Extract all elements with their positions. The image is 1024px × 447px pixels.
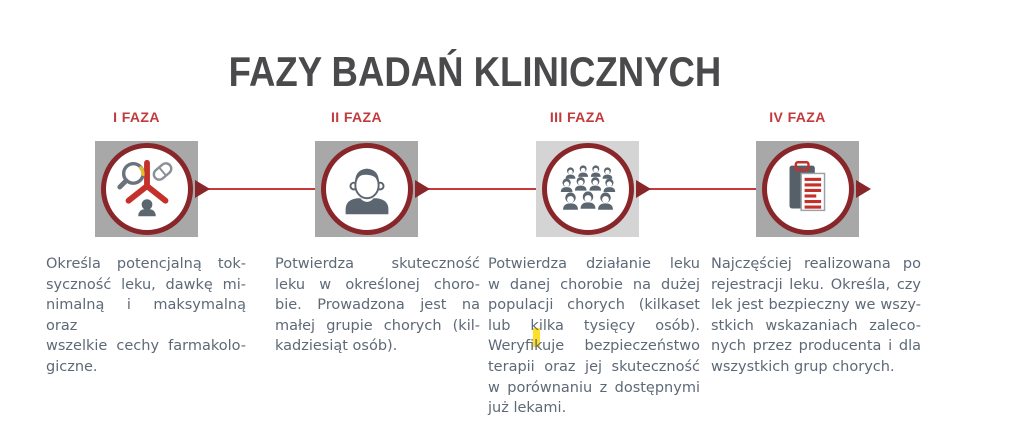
description-line: terapii oraz jej skuteczność <box>488 358 700 375</box>
arrow-right-icon <box>195 180 210 198</box>
phase-4-label: IV FAZA <box>769 109 826 125</box>
phase-2-description <box>275 254 480 357</box>
description-line: nych przez producenta i dla <box>711 338 921 355</box>
description-line: wszelkie cechy farmakolo- <box>46 338 246 355</box>
description-line: lub kilka tysięcy osób). <box>488 317 700 334</box>
description-line: lek jest bezpieczny we wszy- <box>711 297 921 314</box>
phase-1-description <box>46 254 246 378</box>
description-line: stkich wskazaniach zaleco- <box>711 317 921 334</box>
description-line: nimalną i maksymalną oraz <box>46 297 246 334</box>
page-title: FAZY BADAŃ KLINICZNYCH <box>228 48 722 96</box>
description-line: Określa potencjalną tok- <box>46 256 246 272</box>
arrow-right-icon <box>415 180 430 198</box>
connector-line <box>638 188 756 190</box>
phase-1-icon-tile <box>95 141 198 237</box>
phase-2-icon-tile <box>315 141 418 237</box>
phase-4-circle <box>762 143 854 235</box>
description-line: kadziesiąt osób). <box>275 338 398 355</box>
description-line: rejestracji leku. Określa, czy <box>711 276 921 293</box>
magnifier-pill-patient-icon <box>112 154 182 224</box>
connector-line <box>198 188 315 190</box>
description-line: syczność leku, dawkę mi- <box>46 276 246 293</box>
description-line: Weryfikuje bezpieczeństwo <box>488 338 700 355</box>
description-line: w danej chorobie na dużej <box>488 276 700 293</box>
description-line: już lekami. <box>488 400 567 417</box>
phase-4-description <box>711 254 921 378</box>
phase-2-label: II FAZA <box>330 109 383 125</box>
arrow-right-icon <box>856 180 871 198</box>
description-line: Potwierdza skuteczność <box>275 256 480 272</box>
crowd-icon <box>553 154 623 224</box>
description-line: wszystkich grup chorych. <box>711 358 895 375</box>
description-line: populacji chorych (kilkaset <box>488 297 700 314</box>
connector-line <box>418 188 536 190</box>
phase-1-label: I FAZA <box>113 109 160 125</box>
phase-1-circle <box>101 143 193 235</box>
phase-4-icon-tile <box>756 141 859 237</box>
description-line: Potwierdza działanie leku <box>488 256 700 272</box>
phase-3-icon-tile <box>536 141 639 237</box>
phase-3-label: III FAZA <box>549 109 606 125</box>
clipboard-report-icon <box>773 154 843 224</box>
phase-2-circle <box>321 143 413 235</box>
description-line: małej grupie chorych (kil- <box>275 317 480 334</box>
phase-3-description <box>488 254 700 419</box>
single-patient-icon <box>332 154 402 224</box>
arrow-right-icon <box>636 180 651 198</box>
description-line: leku w określonej choro- <box>275 276 480 293</box>
description-line: giczne. <box>46 358 98 375</box>
phase-3-circle <box>542 143 634 235</box>
description-line: bie. Prowadzona jest na <box>275 297 480 314</box>
description-line: w porównaniu z dostępnymi <box>488 379 700 396</box>
description-line: Najczęściej realizowana po <box>711 256 921 272</box>
